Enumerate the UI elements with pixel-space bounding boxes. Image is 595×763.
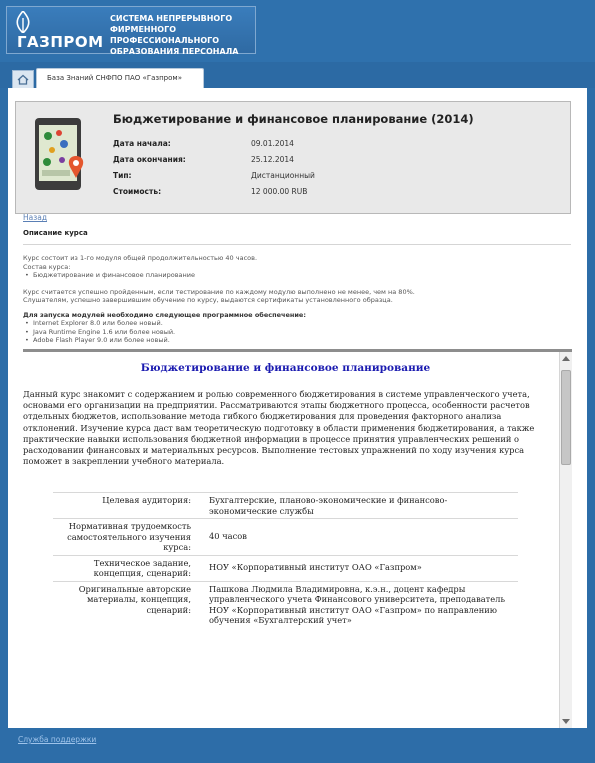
tab-home[interactable] [12, 70, 34, 88]
table-row [53, 555, 518, 581]
requirements-list [23, 319, 571, 345]
price-value: 12 000.00 RUB [251, 187, 308, 196]
price-label: Стоимость: [113, 187, 162, 196]
course-summary [15, 101, 571, 214]
row-key: Техническое задание, концепция, сценарий: [53, 555, 205, 581]
logo-subtitle: СИСТЕМА НЕПРЕРЫВНОГО ФИРМЕННОГО ПРОФЕССИОНАЛЬНОГО ОБРАЗОВАНИЯ ПЕРСОНАЛА [110, 14, 239, 56]
frame-title: Бюджетирование и финансовое планирование [140, 362, 431, 374]
header [0, 0, 595, 62]
requirement-item: • Internet Explorer 8.0 или более новый. [23, 319, 571, 328]
module-list [23, 271, 571, 280]
course-description [23, 254, 571, 345]
row-key: Нормативная трудоемкость самостоятельного изучения курса: [53, 519, 205, 556]
requirement-item: • Adobe Flash Player 9.0 или более новый. [23, 336, 571, 345]
logo-wordmark: ГАЗПРОМ [17, 33, 104, 51]
divider [23, 244, 571, 245]
course-content-frame[interactable] [23, 349, 572, 728]
table-row [53, 493, 518, 519]
course-title: Бюджетирование и финансовое планирование (2014) [113, 112, 474, 126]
row-value: 40 часов [205, 519, 518, 556]
gazprom-logo[interactable] [6, 6, 256, 54]
requirements-heading: Для запуска модулей необходимо следующее программное обеспечение: [23, 310, 306, 319]
description-line-passing: Курс считается успешно пройденным, если тестирование по каждому модулю выполнено не менее, чем на 80%. [23, 287, 415, 296]
footer [0, 728, 595, 763]
row-value: НОУ «Корпоративный институт ОАО «Газпром» [205, 555, 518, 581]
row-value: Пашкова Людмила Владимировна, к.э.н., доцент кафедры управленческого учета Финансового университета, преподаватель НОУ «Корпоративный институт ОАО «Газпром» по направлению обучения «Бухгалтерский учет» [205, 581, 518, 628]
course-thumbnail-tablet-icon [34, 112, 86, 198]
end-date-label: Дата окончания: [113, 155, 186, 164]
frame-description: Данный курс знакомит с содержанием и ролью современного бюджетирования в системе управленческого учета, основами его организации на предприятии. Рассматриваются этапы бюджетного процесса, особенности расчетов отдельных бюджетов, использование метода гибкого бюджетирования для проведения факторного анализа отклонений. Изучение курса даст вам теоретическую подготовку в области применения бюджетирования, а также практические навыки использования бюджетной информации в процессе принятия управленческих решений о расходовании финансовых и материальных ресурсов. Выполнение тестовых упражнений по ходу изучения курса поможет в закреплении учебного материала. [23, 389, 535, 467]
type-label: Тип: [113, 171, 132, 180]
main-panel [8, 88, 587, 728]
start-date-label: Дата начала: [113, 139, 171, 148]
scroll-down-arrow-icon[interactable] [562, 719, 570, 724]
description-line-duration: Курс состоит из 1-го модуля общей продолжительностью 40 часов. [23, 254, 258, 262]
table-row [53, 581, 518, 628]
description-line-composition: Состав курса: [23, 262, 71, 271]
flame-logo-icon [15, 11, 31, 33]
back-link[interactable]: Назад [23, 213, 48, 222]
frame-scrollbar[interactable] [559, 352, 572, 728]
end-date-value: 25.12.2014 [251, 155, 294, 164]
description-line-certificate: Слушателям, успешно завершившим обучение по курсу, выдаются сертификаты установленного образца. [23, 296, 393, 304]
tab-strip [0, 62, 595, 88]
row-key: Оригинальные авторские материалы, концепция, сценарий: [53, 581, 205, 628]
row-value: Бухгалтерские, планово-экономические и финансово-экономические службы [205, 493, 518, 519]
support-link[interactable]: Служба поддержки [18, 735, 97, 744]
start-date-value: 09.01.2014 [251, 139, 294, 148]
home-icon [13, 71, 33, 87]
tab-knowledge-base[interactable]: База Знаний СНФПО ПАО «Газпром» [36, 68, 204, 88]
scroll-up-arrow-icon[interactable] [562, 356, 570, 361]
row-key: Целевая аудитория: [53, 493, 205, 519]
course-info-table [53, 492, 518, 628]
requirement-item: • Java Runtime Engine 1.6 или более новый. [23, 328, 571, 337]
description-heading: Описание курса [23, 229, 88, 237]
scroll-thumb[interactable] [561, 370, 571, 465]
table-row [53, 519, 518, 556]
module-item: • Бюджетирование и финансовое планирование [23, 271, 571, 280]
type-value: Дистанционный [251, 171, 315, 180]
